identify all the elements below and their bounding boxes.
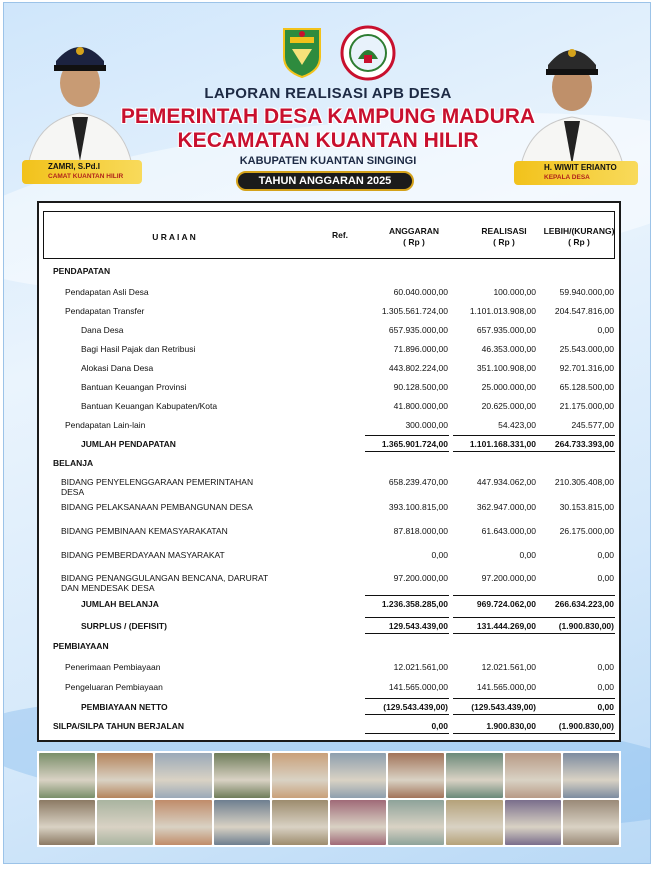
realisasi-value: 0,00 [519,550,536,560]
ministry-village-emblem-icon [340,25,396,81]
row-label: Pendapatan Transfer [65,306,145,316]
total-rule [529,733,615,734]
total-rule [529,435,615,436]
lebih-kurang-value: 264.733.393,00 [554,439,614,449]
activity-photo [39,753,95,798]
total-rule [453,714,537,715]
official-role: KEPALA DESA [544,174,590,181]
regency-name: KABUPATEN KUANTAN SINGINGI [239,155,417,167]
total-rule [453,595,537,596]
activity-photo [388,753,444,798]
realisasi-value: 1.101.013.908,00 [469,306,536,316]
anggaran-value: 87.818.000,00 [393,526,448,536]
anggaran-value: 300.000,00 [405,420,448,430]
anggaran-value: 0,00 [431,550,448,560]
lebih-kurang-value: 0,00 [597,702,614,712]
row-label: Dana Desa [81,325,124,335]
row-label: SURPLUS / (DEFISIT) [81,621,167,631]
row-label: JUMLAH BELANJA [81,599,159,609]
lebih-kurang-value: 0,00 [597,325,614,335]
total-rule [365,714,449,715]
row-label: BIDANG PEMBERDAYAAN MASYARAKAT [61,550,225,560]
total-rule [365,617,449,618]
lebih-kurang-value: 30.153.815,00 [559,502,614,512]
anggaran-value: 12.021.561,00 [393,662,448,672]
realisasi-value: 141.565.000,00 [476,682,536,692]
activity-photo-strip [37,751,621,847]
row-label: Bantuan Keuangan Provinsi [81,382,187,392]
lebih-kurang-value: (1.900.830,00) [558,621,614,631]
activity-photo [330,800,386,845]
official-name: H. WIWIT ERIANTO [544,163,617,172]
lebih-kurang-value: 204.547.816,00 [554,306,614,316]
activity-photo [563,753,619,798]
anggaran-value: 0,00 [431,721,448,731]
activity-photo [214,753,270,798]
row-label: Bagi Hasil Pajak dan Retribusi [81,344,196,354]
activity-photo [155,753,211,798]
realisasi-value: 969.724.062,00 [476,599,536,609]
lebih-kurang-value: 65.128.500,00 [559,382,614,392]
lebih-kurang-value: 21.175.000,00 [559,401,614,411]
lebih-kurang-value: 245.577,00 [571,420,614,430]
row-label: Penerimaan Pembiayaan [65,662,161,672]
activity-photo [446,800,502,845]
government-name: PEMERINTAH DESA KAMPUNG MADURA [120,105,536,128]
anggaran-value: 41.800.000,00 [393,401,448,411]
row-label: PEMBIAYAAN NETTO [81,702,168,712]
total-rule [529,617,615,618]
anggaran-value: (129.543.439,00) [383,702,448,712]
activity-photo [155,800,211,845]
lebih-kurang-value: 266.634.223,00 [554,599,614,609]
row-label: Bantuan Keuangan Kabupaten/Kota [81,401,218,411]
realisasi-value: 20.625.000,00 [481,401,536,411]
row-label: Pengeluaran Pembiayaan [65,682,163,692]
lebih-kurang-value: 59.940.000,00 [559,287,614,297]
total-rule [453,617,537,618]
row-label: JUMLAH PENDAPATAN [81,439,176,449]
realisasi-value: 131.444.269,00 [476,621,536,631]
row-label: BIDANG PENYELENGGARAAN PEMERINTAHAN DESA [61,477,254,497]
lebih-kurang-value: 0,00 [597,550,614,560]
fiscal-year-badge: TAHUN ANGGARAN 2025 [236,171,414,191]
official-caption-left [22,160,142,184]
activity-photo [272,753,328,798]
anggaran-value: 393.100.815,00 [388,502,448,512]
row-label: BIDANG PENANGGULANGAN BENCANA, DARURAT DAN MENDESAK DESA [61,573,269,593]
activity-photo [446,753,502,798]
lebih-kurang-value: 25.543.000,00 [559,344,614,354]
realisasi-value: 54.423,00 [498,420,536,430]
activity-photo [330,753,386,798]
anggaran-value: 443.802.224,00 [388,363,448,373]
anggaran-value: 657.935.000,00 [388,325,448,335]
lebih-kurang-value: 26.175.000,00 [559,526,614,536]
anggaran-value: 90.128.500,00 [393,382,448,392]
lebih-kurang-value: 0,00 [597,662,614,672]
row-label: BIDANG PELAKSANAAN PEMBANGUNAN DESA [61,502,253,512]
total-rule [529,698,615,699]
activity-photo [563,800,619,845]
anggaran-value: 71.896.000,00 [393,344,448,354]
total-rule [365,451,449,452]
realisasi-value: 25.000.000,00 [481,382,536,392]
total-rule [365,733,449,734]
report-title: LAPORAN REALISASI APB DESA [204,85,452,102]
total-rule [365,633,449,634]
activity-photo [97,800,153,845]
official-role: CAMAT KUANTAN HILIR [48,173,124,180]
anggaran-value: 1.236.358.285,00 [381,599,448,609]
lebih-kurang-value: (1.900.830,00) [558,721,614,731]
header-realisasi: REALISASI ( Rp ) [481,226,527,247]
realisasi-value: 1.900.830,00 [486,721,536,731]
anggaran-value: 141.565.000,00 [388,682,448,692]
row-label: PEMBIAYAAN [53,641,109,651]
total-rule [365,698,449,699]
anggaran-value: 129.543.439,00 [388,621,448,631]
lebih-kurang-value: 0,00 [597,682,614,692]
activity-photo [214,800,270,845]
activity-photo [505,800,561,845]
realisasi-value: (129.543.439,00) [471,702,536,712]
activity-photo [388,800,444,845]
realisasi-value: 447.934.062,00 [476,477,536,487]
total-rule [529,451,615,452]
total-rule [529,714,615,715]
total-rule [365,435,449,436]
total-rule [453,698,537,699]
total-rule [529,633,615,634]
realisasi-value: 61.643.000,00 [481,526,536,536]
budget-table [37,201,621,742]
total-rule [453,451,537,452]
row-label: BIDANG PEMBINAAN KEMASYARAKATAN [61,526,228,536]
lebih-kurang-value: 210.305.408,00 [554,477,614,487]
realisasi-value: 97.200.000,00 [481,573,536,583]
anggaran-value: 658.239.470,00 [388,477,448,487]
row-label: PENDAPATAN [53,266,111,276]
realisasi-value: 46.353.000,00 [481,344,536,354]
district-name: KECAMATAN KUANTAN HILIR [177,129,479,152]
total-rule [453,633,537,634]
realisasi-value: 1.101.168.331,00 [469,439,536,449]
regency-crest-icon [280,25,324,79]
anggaran-value: 97.200.000,00 [393,573,448,583]
table-header [43,211,615,259]
realisasi-value: 351.100.908,00 [476,363,536,373]
row-label: Pendapatan Asli Desa [65,287,149,297]
total-rule [365,595,449,596]
realisasi-value: 362.947.000,00 [476,502,536,512]
report-poster [3,2,651,864]
activity-photo [97,753,153,798]
anggaran-value: 1.305.561.724,00 [381,306,448,316]
official-caption-right [514,161,638,185]
anggaran-value: 60.040.000,00 [393,287,448,297]
realisasi-value: 12.021.561,00 [481,662,536,672]
lebih-kurang-value: 92.701.316,00 [559,363,614,373]
anggaran-value: 1.365.901.724,00 [381,439,448,449]
official-portrait-left [20,21,140,181]
official-name: ZAMRI, S.Pd.I [48,162,100,171]
header-anggaran: ANGGARAN ( Rp ) [388,226,440,247]
total-rule [453,435,537,436]
header-uraian: U R A I A N [152,232,196,242]
header-lebih-kurang: LEBIH/(KURANG) ( Rp ) [543,226,615,247]
realisasi-value: 100.000,00 [493,287,536,297]
activity-photo [505,753,561,798]
row-label: Pendapatan Lain-lain [65,420,146,430]
header-ref: Ref. [331,230,349,240]
total-rule [529,595,615,596]
lebih-kurang-value: 0,00 [597,573,614,583]
row-label: Alokasi Dana Desa [81,363,154,373]
row-label: SILPA/SILPA TAHUN BERJALAN [53,721,184,731]
row-label: BELANJA [53,458,94,468]
realisasi-value: 657.935.000,00 [476,325,536,335]
activity-photo [272,800,328,845]
total-rule [453,733,537,734]
activity-photo [39,800,95,845]
